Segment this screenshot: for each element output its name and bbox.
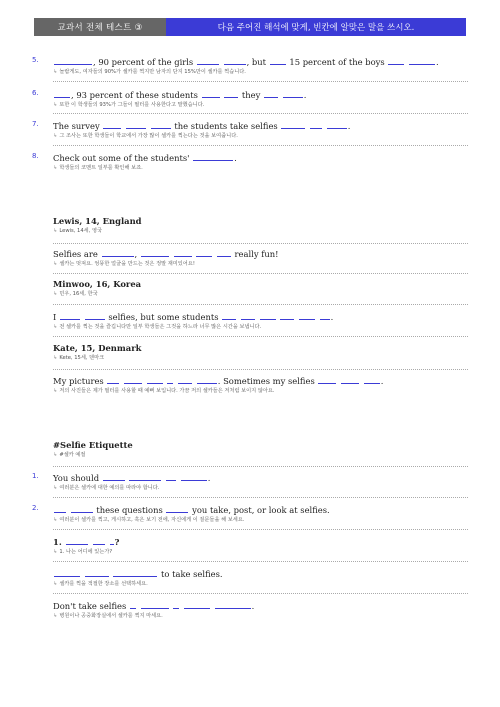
answer-blank[interactable] (215, 600, 251, 609)
korean-translation: ↳ 셀카는 멋져요. 엉뚱한 얼굴을 만드는 것은 정말 재미있어요! (53, 261, 195, 267)
answer-blank[interactable] (102, 248, 134, 257)
answer-blank[interactable] (166, 472, 176, 481)
divider (53, 113, 468, 114)
divider (53, 304, 468, 305)
answer-blank[interactable] (184, 600, 210, 609)
divider (53, 529, 468, 530)
divider (53, 145, 468, 146)
answer-blank[interactable] (241, 311, 255, 320)
answer-blank[interactable] (222, 311, 236, 320)
speaker-kate (53, 343, 468, 362)
korean-translation: ↳ 그 조사는 또한 학생들이 학교에서 가장 많이 셀카를 찍는다는 것을 보여줍니다. (53, 133, 238, 139)
question-number: 8. (32, 152, 39, 160)
answer-blank[interactable] (54, 568, 80, 577)
answer-blank[interactable] (281, 120, 305, 129)
question-number: 5. (32, 56, 39, 64)
etiquette-section (53, 440, 468, 459)
answer-blank[interactable] (167, 375, 173, 384)
divider (53, 81, 468, 82)
section-title: #Selfie Etiquette (53, 440, 133, 450)
korean-translation: ↳ 셀카를 찍을 적절한 장소를 선택하세요. (53, 581, 148, 587)
kate-comment: My pictures . Sometimes my selfies . ↳ 저의 사진들은 제가 필터를 사용할 때 예뻐 보입니다. 가끔 저의 셀카들은 저처럼 보이지 않아요. (53, 375, 468, 395)
answer-blank[interactable] (270, 56, 286, 65)
answer-blank[interactable] (217, 248, 231, 257)
korean-translation: ↳ 전 셀카를 찍는 것을 즐깁니다만 일부 학생들은 그것을 하느라 너무 많은 시간을 보냅니다. (53, 324, 262, 330)
korean-translation: ↳ 여러분이 셀카를 찍고, 게시하고, 혹은 보기 전에, 자신에게 이 질문들을 해 보세요. (53, 517, 245, 523)
answer-blank[interactable] (126, 120, 146, 129)
answer-blank[interactable] (141, 600, 169, 609)
answer-blank[interactable] (327, 120, 347, 129)
answer-blank[interactable] (107, 375, 119, 384)
question-7: 7. The survey the students take selfies . ↳ 그 조사는 또한 학생들이 학교에서 가장 많이 셀카를 찍는다는 것을 보여줍니다. (53, 120, 468, 140)
korean-translation: ↳ 병원이나 공중화장실에서 셀카를 찍지 마세요. (53, 613, 163, 619)
answer-blank[interactable] (197, 56, 219, 65)
answer-blank[interactable] (388, 56, 404, 65)
answer-blank[interactable] (320, 311, 330, 320)
answer-blank[interactable] (280, 311, 294, 320)
answer-blank[interactable] (124, 375, 142, 384)
answer-blank[interactable] (113, 568, 157, 577)
divider (53, 336, 468, 337)
divider (53, 561, 468, 562)
answer-blank[interactable] (85, 311, 105, 320)
answer-blank[interactable] (103, 472, 125, 481)
korean-translation: ↳ 저의 사진들은 제가 필터를 사용할 때 예뻐 보입니다. 가끔 저의 셀카들은 저처럼 보이지 않아요. (53, 388, 275, 394)
answer-blank[interactable] (310, 120, 322, 129)
korean-translation: ↳ 민우, 16세, 한국 (53, 291, 98, 297)
question-number: 1. (32, 472, 39, 480)
page-header (34, 18, 466, 36)
answer-blank[interactable] (85, 568, 109, 577)
korean-translation: ↳ 놀랍게도, 여자들의 90%가 셀카를 찍지만 남자의 단지 15%만이 셀카를 찍습니다. (53, 69, 246, 75)
speaker-lewis (53, 216, 468, 235)
sub-question-3: Don't take selfies . ↳ 병원이나 공중화장실에서 셀카를 찍지 마세요. (53, 600, 468, 620)
answer-blank[interactable] (54, 56, 92, 65)
divider (53, 497, 468, 498)
question-5: 5. , 90 percent of the girls , but 15 percent of the boys . ↳ 놀랍게도, 여자들의 90%가 셀카를 찍지만 남자의 단지 15%만이 셀카를 찍습니다. (53, 56, 468, 76)
answer-blank[interactable] (66, 536, 88, 545)
korean-translation: ↳ #셀카 예절 (53, 452, 86, 458)
korean-translation: ↳ 학생들의 코멘트 일부를 확인해 보죠. (53, 165, 143, 171)
speaker-name: Minwoo, 16, Korea (53, 279, 142, 289)
korean-translation: ↳ Kete, 15세, 덴마크 (53, 355, 105, 361)
korean-translation: ↳ 여러분은 셀카에 대한 예의를 따라야 합니다. (53, 485, 160, 491)
answer-blank[interactable] (141, 248, 169, 257)
speaker-name: Kate, 15, Denmark (53, 343, 142, 353)
answer-blank[interactable] (166, 504, 188, 513)
divider (53, 369, 468, 370)
question-6: 6. , 93 percent of these students they . ↳ 또한 이 학생들의 93%가 그들이 필터를 사용한다고 말했습니다. (53, 89, 468, 109)
answer-blank[interactable] (54, 504, 66, 513)
etiquette-1: 1. You should . ↳ 여러분은 셀카에 대한 예의를 따라야 합니다. (53, 472, 468, 492)
sub-question-1: 1. ? ↳ 1. 나는 어디에 있는가? (53, 536, 468, 556)
question-8: 8. Check out some of the students' . ↳ 학생들의 코멘트 일부를 확인해 보죠. (53, 152, 468, 172)
question-number: 2. (32, 504, 39, 512)
answer-blank[interactable] (129, 472, 161, 481)
answer-blank[interactable] (299, 311, 315, 320)
etiquette-2: 2. these questions you take, post, or look at selfies. ↳ 여러분이 셀카를 찍고, 게시하고, 혹은 보기 전에, 자신에게 이 질문들을 해 보세요. (53, 504, 468, 524)
answer-blank[interactable] (174, 248, 192, 257)
answer-blank[interactable] (103, 120, 121, 129)
answer-blank[interactable] (147, 375, 163, 384)
question-number: 6. (32, 89, 39, 97)
answer-blank[interactable] (110, 536, 114, 545)
answer-blank[interactable] (151, 120, 171, 129)
speaker-minwoo (53, 279, 468, 298)
answer-blank[interactable] (283, 89, 303, 98)
answer-blank[interactable] (224, 89, 238, 98)
divider (53, 593, 468, 594)
answer-blank[interactable] (60, 311, 80, 320)
answer-blank[interactable] (224, 56, 246, 65)
answer-blank[interactable] (193, 152, 233, 161)
answer-blank[interactable] (318, 375, 336, 384)
minwoo-comment: I selfies, but some students . ↳ 전 셀카를 찍는 것을 즐깁니다만 일부 학생들은 그것을 하느라 너무 많은 시간을 보냅니다. (53, 311, 468, 331)
korean-translation: ↳ 또한 이 학생들의 93%가 그들이 필터를 사용한다고 말했습니다. (53, 102, 205, 108)
divider (53, 243, 468, 244)
answer-blank[interactable] (202, 89, 220, 98)
korean-translation: ↳ 1. 나는 어디에 있는가? (53, 549, 113, 555)
answer-blank[interactable] (364, 375, 380, 384)
sub-question-2: to take selfies. ↳ 셀카를 찍을 적절한 장소를 선택하세요. (53, 568, 468, 588)
divider (53, 466, 468, 467)
answer-blank[interactable] (260, 311, 276, 320)
answer-blank[interactable] (197, 375, 217, 384)
lewis-comment: Selfies are , really fun! ↳ 셀카는 멋져요. 엉뚱한 얼굴을 만드는 것은 정말 재미있어요! (53, 248, 468, 268)
question-number: 7. (32, 120, 39, 128)
answer-blank[interactable] (181, 472, 207, 481)
instruction: 다음 주어진 해석에 맞게, 빈칸에 알맞은 말을 쓰시오. (166, 18, 466, 36)
answer-blank[interactable] (130, 600, 136, 609)
answer-blank[interactable] (341, 375, 359, 384)
divider (53, 273, 468, 274)
answer-blank[interactable] (409, 56, 435, 65)
answer-blank[interactable] (93, 536, 105, 545)
answer-blank[interactable] (178, 375, 192, 384)
test-title: 교과서 전체 테스트 ③ (34, 18, 166, 36)
answer-blank[interactable] (264, 89, 278, 98)
korean-translation: ↳ Lewis, 14세, 영국 (53, 228, 102, 234)
answer-blank[interactable] (196, 248, 212, 257)
speaker-name: Lewis, 14, England (53, 216, 142, 226)
answer-blank[interactable] (173, 600, 179, 609)
answer-blank[interactable] (71, 504, 93, 513)
answer-blank[interactable] (54, 89, 70, 98)
